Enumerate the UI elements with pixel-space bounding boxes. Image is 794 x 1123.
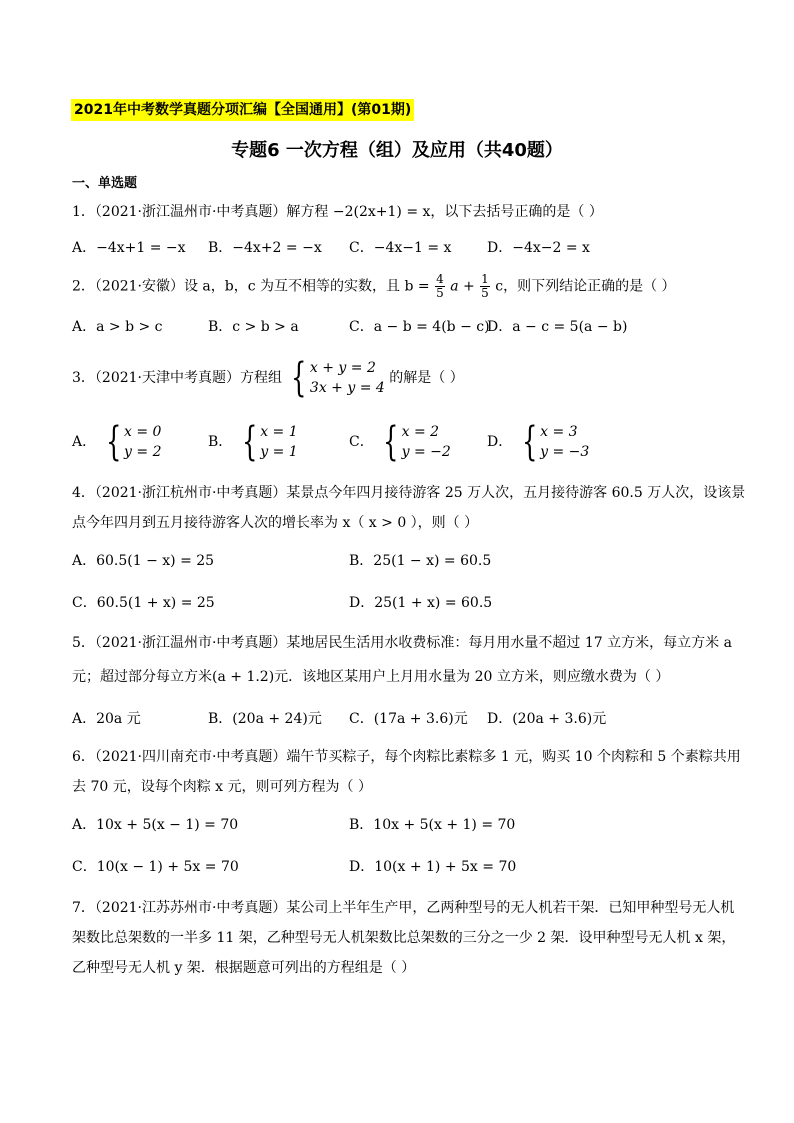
q3-option-a-brace-icon: { [105,419,121,465]
q2-option-b: B．c > b > a [208,319,299,335]
q2-fraction-2 [480,273,490,300]
question-2-stem [72,273,676,300]
q3-option-a-line-1: x = 0 [124,424,162,440]
q2-fraction-1-numerator: 4 [436,272,444,286]
q3-option-c-line-1: x = 2 [401,424,440,440]
q5-option-b: B．(20a + 24)元 [208,711,322,727]
q3-brace-icon: { [291,355,307,401]
question-7-line-1: 7．（2021·江苏苏州市·中考真题）某公司上半年生产甲，乙两种型号的无人机若干架．已知甲种型号无人机 [72,900,735,916]
q5-option-d: D．(20a + 3.6)元 [487,711,607,727]
document-title: 专题6 一次方程（组）及应用（共40题） [231,140,563,161]
q2-option-d: D．a − c = 5(a − b) [487,319,628,335]
q3-option-d-line-2: y = −3 [540,444,590,460]
q2-fraction-1 [435,273,445,300]
q2-stem-part-b: c，则下列结论正确的是（ ） [495,278,676,295]
q4-option-c: C．60.5(1 + x) = 25 [72,595,215,611]
q6-option-b: B．10x + 5(x + 1) = 70 [349,817,516,833]
q1-option-b: B．−4x+2 = −x [208,240,322,256]
q3-option-d-line-1: x = 3 [540,424,578,440]
question-6-line-2: 去 70 元，设每个肉粽 x 元，则可列方程为（ ） [72,779,372,795]
q3-option-a-label: A． [72,434,97,450]
q2-stem-part-a: 2．（2021·安徽）设 a，b，c 为互不相等的实数，且 b = [72,278,430,295]
q3-option-d-label: D． [487,434,513,450]
q3-equation-system [286,355,385,401]
question-5-line-2: 元；超过部分每立方米(a + 1.2)元．该地区某用户上月用水量为 20 立方米，则应缴水费为（ ） [72,669,670,685]
q3-option-d [487,419,590,465]
q3-option-c-line-2: y = −2 [401,444,451,460]
q3-option-a [72,419,162,465]
q3-option-b-label: B． [208,434,233,450]
q4-option-b: B．25(1 − x) = 60.5 [349,553,492,569]
q6-option-a: A．10x + 5(x − 1) = 70 [72,817,239,833]
question-1-stem: 1．（2021·浙江温州市·中考真题）解方程 −2(2x+1) = x，以下去括号正确的是（ ） [72,204,603,220]
q2-stem-mid: a + [450,278,475,295]
q3-stem-part-b: 的解是（ ） [389,370,464,386]
question-4-line-1: 4．（2021·浙江杭州市·中考真题）某景点今年四月接待游客 25 万人次，五月接待游客 60.5 万人次，设该景 [72,485,746,501]
q1-option-a: A．−4x+1 = −x [72,240,186,256]
question-7-line-3: 乙种型号无人机 y 架．根据题意可列出的方程组是（ ） [72,960,416,976]
question-4-line-2: 点今年四月到五月接待游客人次的增长率为 x（ x > 0 ），则（ ） [72,515,479,531]
q3-equation-2: 3x + y = 4 [309,380,385,396]
q1-option-c: C．−4x−1 = x [349,240,452,256]
q2-option-a: A．a > b > c [72,319,163,335]
question-3-stem [72,355,464,401]
q3-option-c [349,419,451,465]
q3-stem-part-a: 3．（2021·天津中考真题）方程组 [72,370,282,386]
q4-option-d: D．25(1 + x) = 60.5 [349,595,493,611]
question-5-line-1: 5．（2021·浙江温州市·中考真题）某地居民生活用水收费标准：每月用水量不超过 17 立方米，每立方米 a [72,635,732,651]
series-header-tag: 2021年中考数学真题分项汇编【全国通用】(第01期) [71,99,414,121]
q3-option-c-label: C． [349,434,374,450]
q5-option-a: A．20a 元 [72,711,141,727]
q3-option-b [208,419,298,465]
q2-fraction-2-denominator: 5 [481,286,489,300]
q3-equation-1: x + y = 2 [309,360,376,376]
q5-option-c: C．(17a + 3.6)元 [349,711,468,727]
q3-option-c-brace-icon: { [383,419,399,465]
q2-fraction-2-numerator: 1 [481,272,489,286]
q3-option-b-line-1: x = 1 [260,424,298,440]
q3-option-a-line-2: y = 2 [124,444,162,460]
q6-option-d: D．10(x + 1) + 5x = 70 [349,859,517,875]
q6-option-c: C．10(x − 1) + 5x = 70 [72,859,239,875]
section-heading: 一、单选题 [72,176,138,191]
q2-fraction-1-denominator: 5 [436,286,444,300]
question-7-line-2: 架数比总架数的一半多 11 架，乙种型号无人机架数比总架数的三分之一少 2 架．设甲种型号无人机 x 架， [72,930,736,946]
q3-option-b-brace-icon: { [241,419,258,465]
question-6-line-1: 6．（2021·四川南充市·中考真题）端午节买粽子，每个肉粽比素粽多 1 元，购买 10 个肉粽和 5 个素粽共用 [72,749,741,765]
q4-option-a: A．60.5(1 − x) = 25 [72,553,215,569]
q3-option-d-brace-icon: { [521,419,538,465]
q1-option-d: D．−4x−2 = x [487,240,590,256]
q3-option-b-line-2: y = 1 [260,444,298,460]
q2-option-c: C．a − b = 4(b − c) [349,319,490,335]
